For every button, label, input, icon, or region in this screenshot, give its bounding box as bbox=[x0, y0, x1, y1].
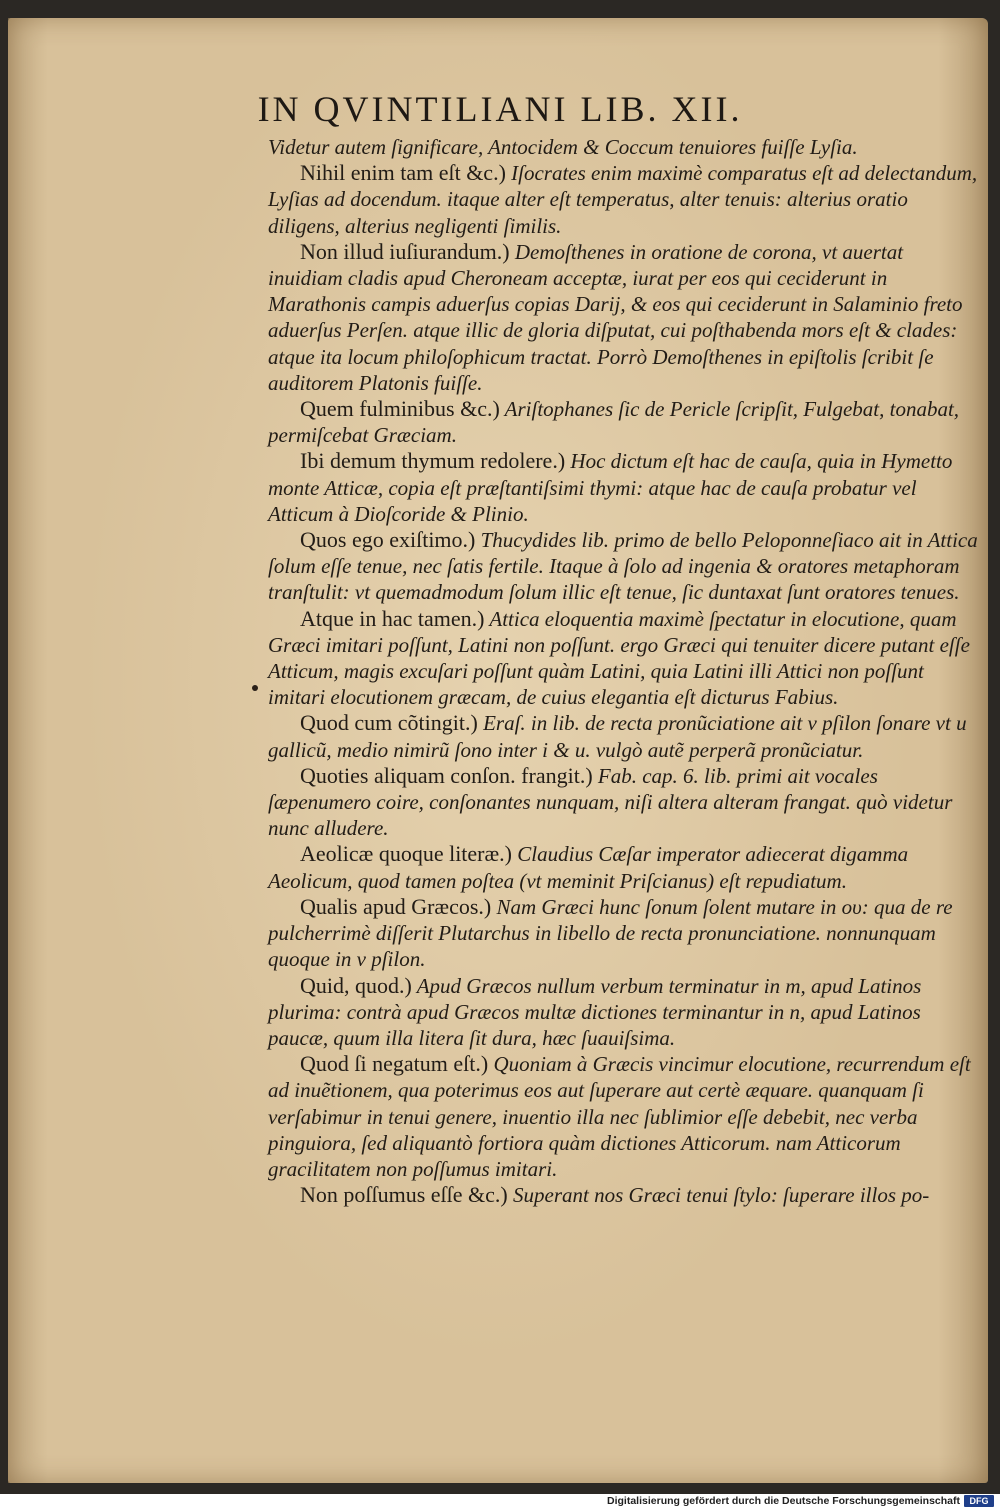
lemma: Atque in hac tamen.) bbox=[300, 605, 485, 631]
dfg-logo: DFG bbox=[964, 1495, 994, 1507]
comment: Quoniam à Græcis vincimur elocutione, recurrendum eſt ad inuẽtionem, qua poterimus eos aut ſuperare aut certè æquare. quanquam ſi verſabimur in tenui genere, inuentio illa nec ſublimior eſſe debebit, nec verba pinguiora, ſed aliquantò fortiora quàm dictiones Atticorum. nam Atticorum gracilitatem non poſſumus imitari. bbox=[268, 1052, 971, 1181]
comment: Demoſthenes in oratione de corona, vt auertat inuidiam cladis apud Cheroneam acceptæ, iurat per eos qui ceciderunt in Marathonis campis aduerſus copias Darij, & eos qui ceciderunt in Salaminio freto aduerſus Perſen. atque illic de gloria diſputat, cui poſthabenda mors eſt & clades: atque ita locum philoſophicum tractat. Porrò Demoſthenes in epiſtolis ſcribit ſe auditorem Platonis fuiſſe. bbox=[268, 239, 963, 395]
lemma: Quod cum cõtingit.) bbox=[300, 710, 478, 736]
lemma: Nihil enim tam eſt &c.) bbox=[300, 160, 506, 186]
running-head: IN QVINTILIANI LIB. XII. bbox=[257, 89, 743, 129]
paragraph-quid-quod bbox=[268, 973, 978, 1052]
lemma: Non illud iuſiurandum.) bbox=[300, 238, 510, 264]
paragraph-non-illud bbox=[268, 239, 978, 396]
comment: Apud Græcos nullum verbum terminatur in m, apud Latinos plurima: contrà apud Græcos multæ dictiones terminantur in n, apud Latinos paucæ, quum illa litera ſit dura, hæc ſuauiſsima. bbox=[268, 973, 922, 1050]
lemma: Aeolicæ quoque literæ.) bbox=[300, 841, 513, 867]
comment: Claudius Cæſar imperator adiecerat digamma Aeolicum, quod tamen poſtea (vt meminit Priſcianus) eſt repudiatum. bbox=[268, 842, 909, 893]
paragraph-qualis bbox=[268, 894, 978, 973]
comment: Nam Græci hunc ſonum ſolent mutare in ου: qua de re pulcherrimè diſſerit Plutarchus in libello de recta pronunciatione. nonnunquam quoque in v pſilon. bbox=[268, 894, 953, 972]
paragraph-0: Videtur autem ſignificare, Antocidem & Coccum tenuiores fuiſſe Lyſia. bbox=[268, 135, 858, 159]
paragraph-quoties bbox=[268, 763, 978, 842]
comment: Superant nos Græci tenui ſtylo: ſuperare illos po- bbox=[507, 1183, 930, 1208]
lemma: Quoties aliquam conſon. frangit.) bbox=[300, 762, 593, 788]
commentary-text-block bbox=[268, 134, 978, 1208]
paragraph-nihil-enim bbox=[268, 160, 978, 239]
lemma: Ibi demum thymum redolere.) bbox=[300, 448, 566, 474]
lemma: Non poſſumus eſſe &c.) bbox=[300, 1182, 508, 1208]
lemma: Quod ſi negatum eſt.) bbox=[300, 1051, 489, 1077]
comment: Iſocrates enim maximè comparatus eſt ad delectandum, Lyſias ad docendum. itaque alter eſt temperatus, alter tenuis: alterius oratio diligens, alterius negligenti ſimilis. bbox=[268, 161, 978, 238]
paragraph-aeolicae bbox=[268, 841, 978, 893]
lemma: Quem fulminibus &c.) bbox=[300, 396, 500, 422]
comment: Fab. cap. 6. lib. primi ait vocales ſæpenumero coire, conſonantes nunquam, niſi altera alteram frangat. quò videtur nunc alludere. bbox=[268, 763, 953, 841]
lemma: Quid, quod.) bbox=[300, 972, 412, 998]
margin-mark bbox=[252, 685, 258, 691]
comment: Ariſtophanes ſic de Pericle ſcripſit, Fulgebat, tonabat, permiſcebat Græciam. bbox=[268, 397, 960, 448]
funding-notice: Digitalisierung gefördert durch die Deutsche Forschungsgemeinschaft bbox=[607, 1495, 960, 1507]
lemma: Quos ego exiſtimo.) bbox=[300, 527, 476, 553]
paragraph-quem-fulminibus bbox=[268, 396, 978, 448]
comment: Attica eloquentia maximè ſpectatur in elocutione, quam Græci imitari poſſunt, Latini non poſſunt. ergo Græci qui tenuiter dicere putant eſſe Atticum, magis excuſari poſſunt quàm Latini, quia Latini illi Attici non poſſunt imitari elocutionem græcam, de cuius elegantia eſt dicturus Fabius. bbox=[268, 606, 970, 710]
paragraph-ibi-demum bbox=[268, 448, 978, 527]
comment: Thucydides lib. primo de bello Peloponneſiaco ait in Attica ſolum eſſe tenue, nec ſatis fertile. Itaque à ſolo ad ingenia & oratores metaphoram tranſtulit: vt quemadmodum ſolum illic eſt tenue, ſic duntaxat ſunt oratores tenues. bbox=[268, 528, 978, 605]
paragraph-non-possumus bbox=[268, 1182, 978, 1208]
paragraph-quod-si bbox=[268, 1051, 978, 1182]
comment: Eraſ. in lib. de recta pronũciatione ait v pſilon ſonare vt u gallicũ, medio nimirũ ſono inter i & u. vulgò autẽ perperã pronũciatur. bbox=[268, 711, 967, 762]
paragraph-atque-in-hac bbox=[268, 606, 978, 711]
comment: Hoc dictum eſt hac de cauſa, quia in Hymetto monte Atticæ, copia eſt præſtantiſsimi thymi: atque hac de cauſa probatur vel Atticum à Dioſcoride & Plinio. bbox=[268, 449, 953, 526]
lemma: Qualis apud Græcos.) bbox=[300, 893, 492, 919]
paragraph-quos-ego bbox=[268, 527, 978, 606]
paragraph-quod-cum bbox=[268, 710, 978, 762]
